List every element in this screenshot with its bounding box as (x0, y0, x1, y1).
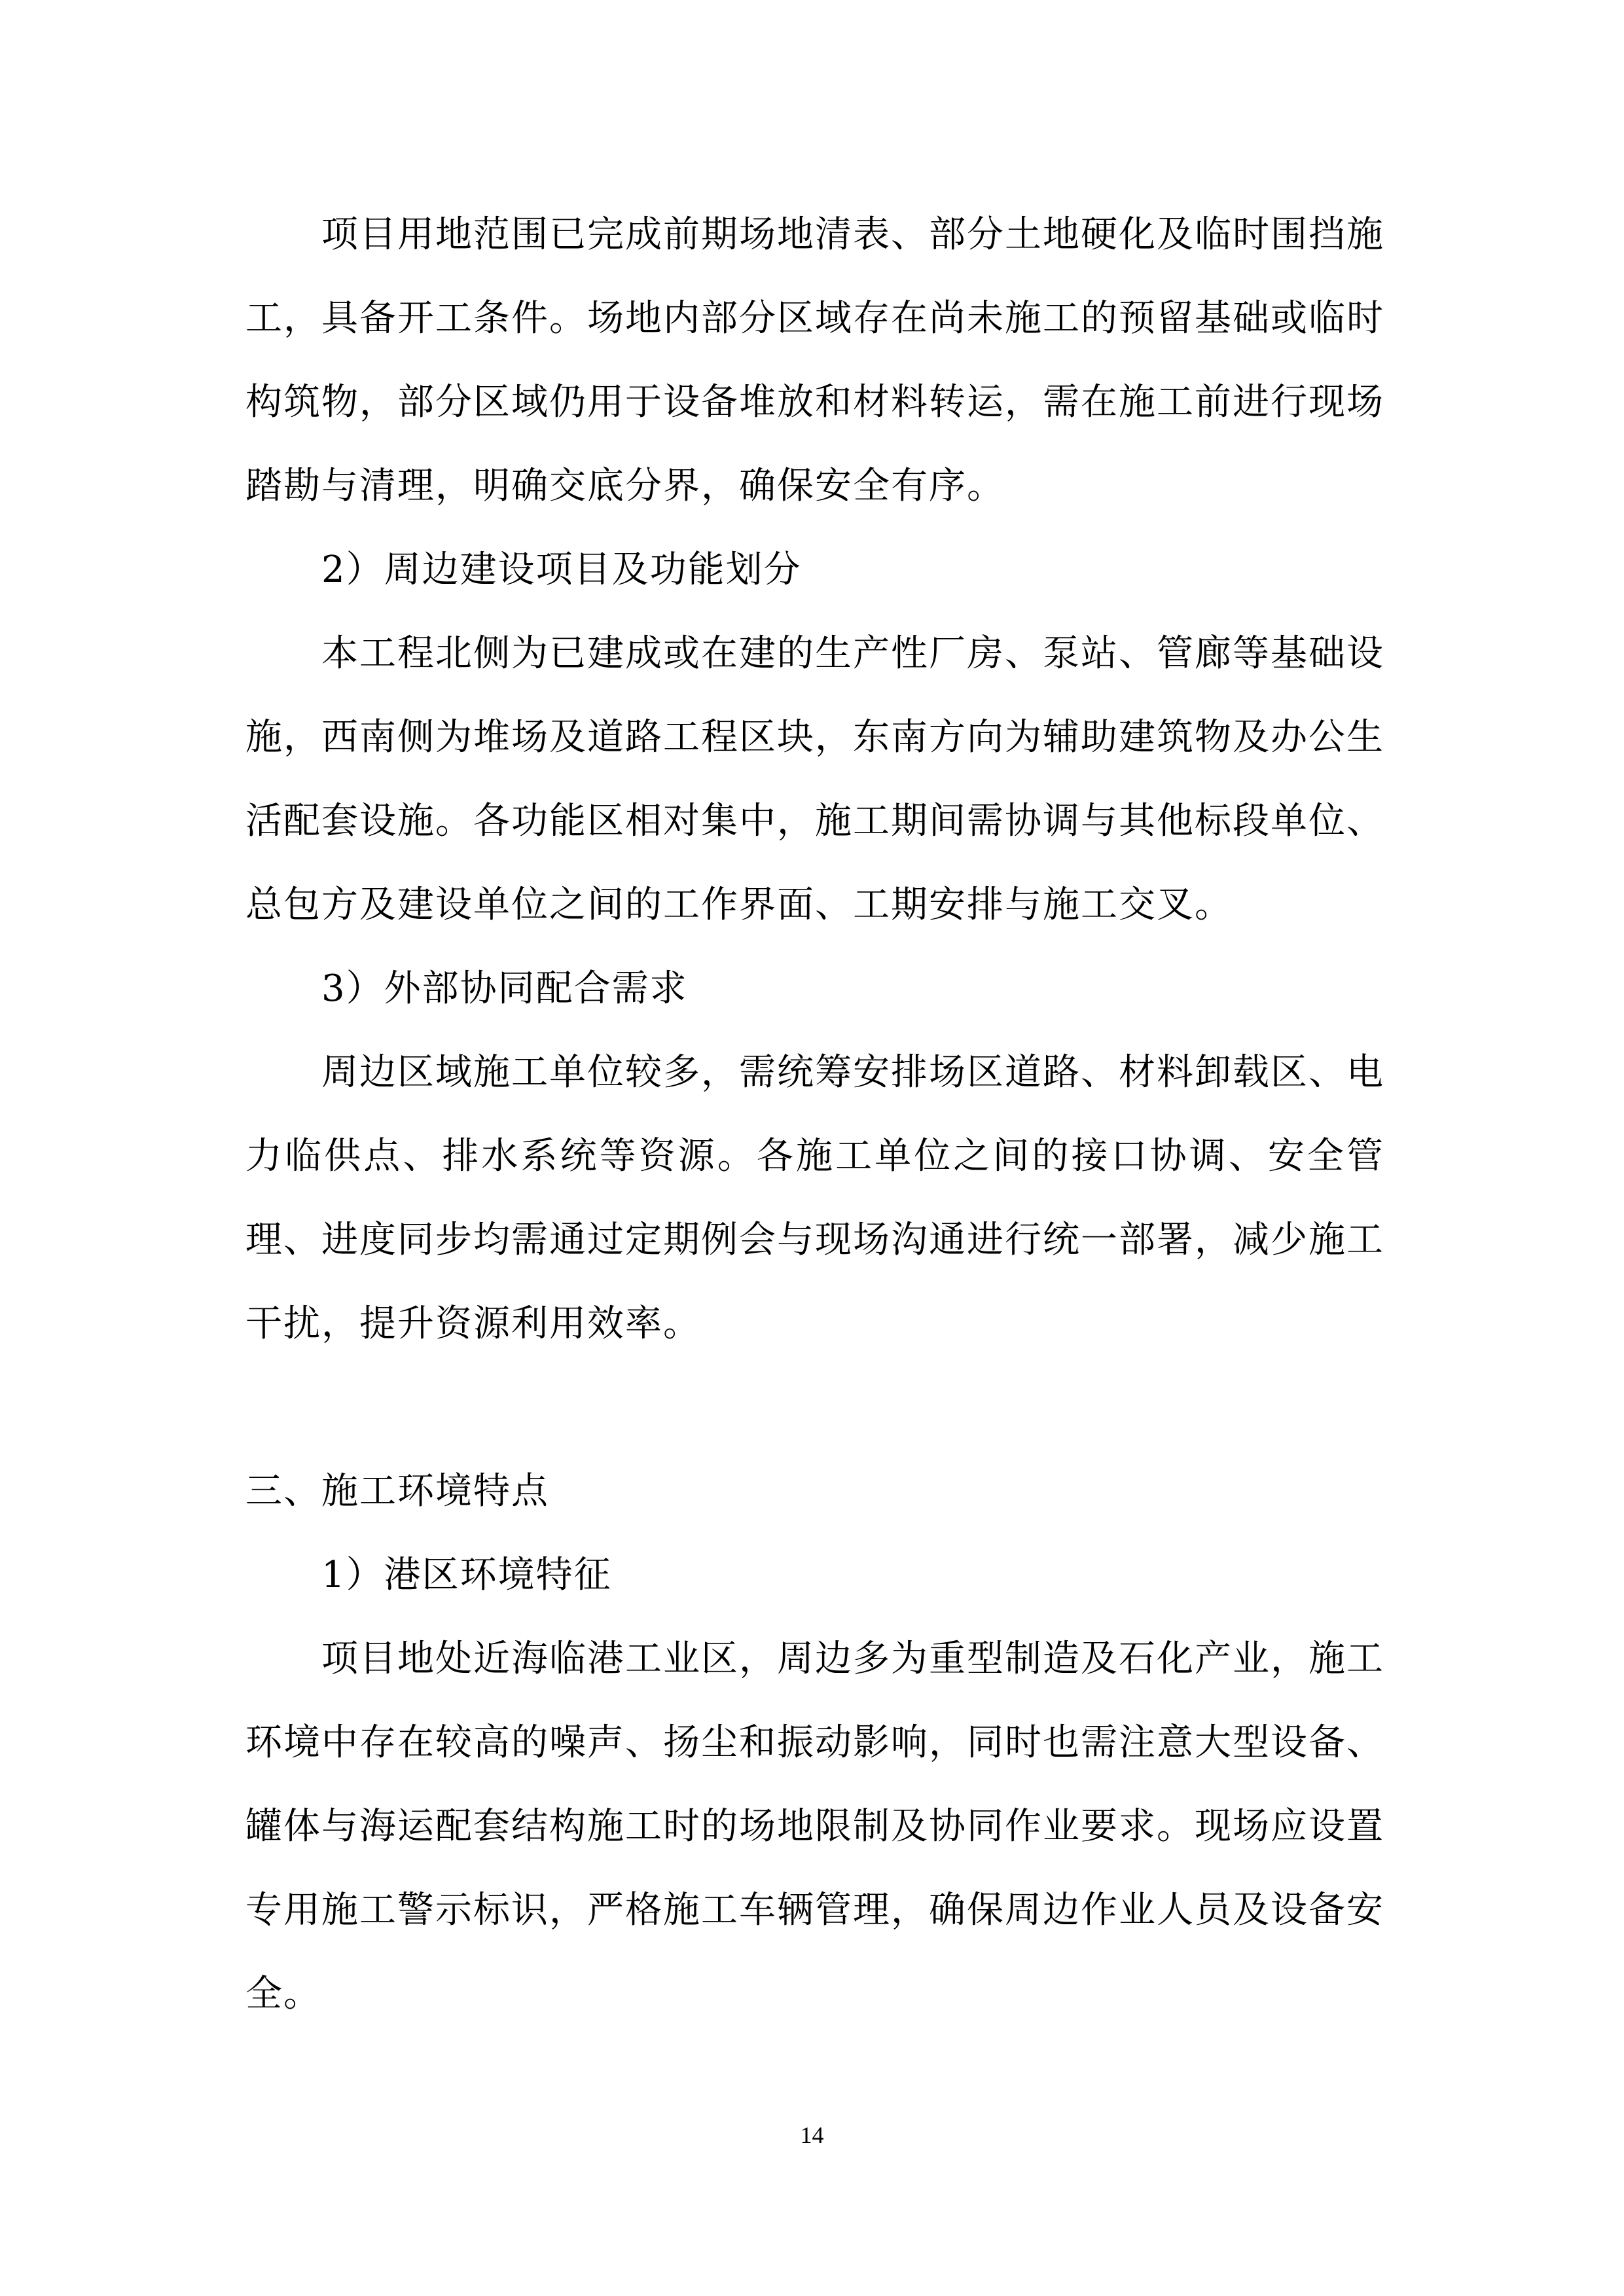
page-body (245, 193, 1384, 2036)
subheading-external-coordination: 3）外部协同配合需求 (321, 967, 688, 1010)
page-number: 14 (800, 2122, 824, 2148)
subheading-port-environment: 1）港区环境特征 (321, 1554, 612, 1596)
paragraph-external-coordination: 周边区域施工单位较多，需统筹安排场区道路、材料卸载区、电力临供点、排水系统等资源。各施工单位之间的接口协调、安全管理、进度同步均需通过定期例会与现场沟通进行统一部署，减少施工干扰，提升资源利用效率。 (245, 1051, 1384, 1345)
paragraph-surrounding-projects: 本工程北侧为已建成或在建的生产性厂房、泵站、管廊等基础设施，西南侧为堆场及道路工程区块，东南方向为辅助建筑物及办公生活配套设施。各功能区相对集中，施工期间需协调与其他标段单位、总包方及建设单位之间的工作界面、工期安排与施工交叉。 (245, 632, 1384, 926)
paragraph-site-status: 项目用地范围已完成前期场地清表、部分土地硬化及临时围挡施工，具备开工条件。场地内部分区域存在尚未施工的预留基础或临时构筑物，部分区域仍用于设备堆放和材料转运，需在施工前进行现场踏勘与清理，明确交底分界，确保安全有序。 (245, 213, 1384, 507)
subheading-surrounding-projects: 2）周边建设项目及功能划分 (321, 548, 802, 591)
paragraph-port-environment: 项目地处近海临港工业区，周边多为重型制造及石化产业，施工环境中存在较高的噪声、扬尘和振动影响，同时也需注意大型设备、罐体与海运配套结构施工时的场地限制及协同作业要求。现场应设置专用施工警示标识，严格施工车辆管理，确保周边作业人员及设备安全。 (245, 1638, 1384, 2015)
section-heading-construction-environment: 三、施工环境特点 (245, 1470, 549, 1513)
